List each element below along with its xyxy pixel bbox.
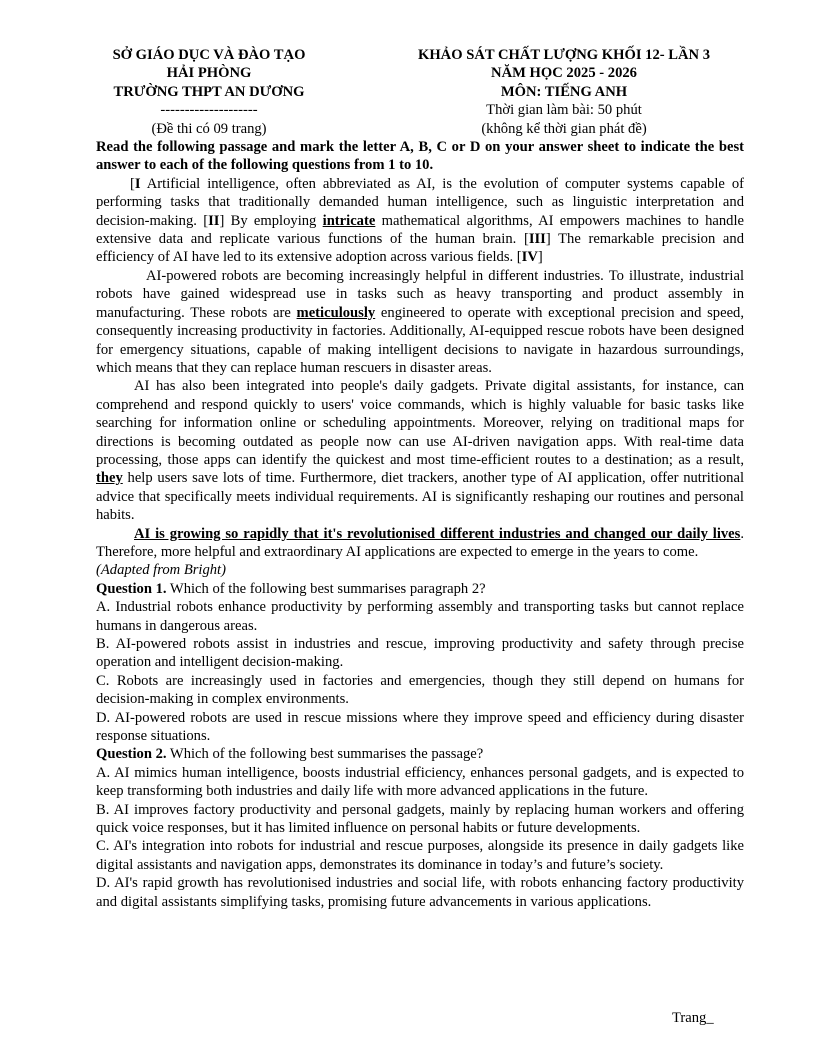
exam-title: KHẢO SÁT CHẤT LƯỢNG KHỐI 12- LẦN 3 xyxy=(417,47,711,63)
page-count-note: (Đề thi có 09 trang) xyxy=(151,120,267,137)
marker-iii: III xyxy=(528,231,546,248)
header-divider: -------------------- xyxy=(160,102,258,119)
p1-text-4: ] The remarkable precision and efficiency of AI have led to its extensive adoption across various fields. [ xyxy=(96,231,744,266)
q1-option-a[interactable]: A. Industrial robots enhance productivity by performing assembly and transporting tasks but cannot replace humans in dangerous areas. xyxy=(96,599,744,634)
p2-text-2: engineered to operate with exceptional precision and speed, consequently increasing productivity in factories. Additionally, AI-equipped rescue robots have been designed for emergency situations, capable of making intelligent decisions to navigate in hazardous surroundings, which means that they can replace human rescuers in disaster areas. xyxy=(96,304,744,376)
p3-text-1: AI has also been integrated into people's daily gadgets. Private digital assistants, for instance, can comprehend and respond quickly to users' voice commands, which is highly valuable for basic tasks like searching for information online or scheduling appointments. Moreover, relying on traditional maps for directions is becoming outdated as people now can use AI-driven navigation apps. With real-time data processing, those apps can identify the quickest and most time-efficient routes to a destination; as a result, xyxy=(96,378,744,468)
marker-iv: IV xyxy=(521,249,538,266)
question-2 xyxy=(96,745,744,763)
paragraph-1: [I Artificial intelligence, often abbreviated as AI, is the evolution of computer systems capable of performing tasks that traditionally demanded human intelligence, such as linguistic interpretation and decision-making. [II] By employing intricate mathematical algorithms, AI empowers machines to handle extensive data and replicate various functions of the human brain. [III] The remarkable precision and efficiency of AI have led to its extensive adoption across various fields. [IV] xyxy=(96,175,744,266)
question-1-stem: Which of the following best summarises paragraph 2? xyxy=(166,580,486,597)
q2-option-a[interactable]: A. AI mimics human intelligence, boosts industrial efficiency, enhances personal gadgets, and is expected to keep transforming both industries and daily life with more advanced applications in the future. xyxy=(96,764,744,800)
school-name: TRƯỜNG THPT AN DƯƠNG xyxy=(113,83,305,100)
p3-text-2: help users save lots of time. Furthermore, diet trackers, another type of AI application, offer nutritional advice that specifically meets individual requirements. AI is significantly reshaping our routines and personal habits. xyxy=(96,470,744,524)
exam-page xyxy=(96,46,744,911)
highlight-they: they xyxy=(96,470,123,487)
p1-text-2: ] By employing xyxy=(219,212,323,229)
marker-i: I xyxy=(134,175,141,192)
time-note: (không kể thời gian phát đề) xyxy=(481,120,647,137)
highlight-intricate: intricate xyxy=(322,212,376,229)
q1-option-b[interactable]: B. AI-powered robots assist in industries and rescue, improving productivity and safety through precise operation and intelligent decision-making. xyxy=(96,636,744,671)
paragraph-4 xyxy=(96,525,744,562)
q1-option-c[interactable]: C. Robots are increasingly used in factories and emergencies, though they still depend on humans for decision-making in complex environments. xyxy=(96,672,744,708)
q2-option-b[interactable]: B. AI improves factory productivity and personal gadgets, mainly by replacing human workers and offering quick voice responses, but it has limited influence on personal habits or future developments. xyxy=(96,801,744,837)
p1-text-3: mathematical algorithms, AI empowers machines to handle extensive data and replicate various functions of the human brain. [ xyxy=(96,212,744,248)
paragraph-3 xyxy=(96,377,744,524)
marker-ii: II xyxy=(208,212,220,229)
p1-text-5: ] xyxy=(537,249,543,266)
source-note: (Adapted from Bright) xyxy=(96,562,226,579)
department-name: SỞ GIÁO DỤC VÀ ĐÀO TẠO xyxy=(112,47,306,63)
question-2-label: Question 2. xyxy=(96,746,167,763)
header-right xyxy=(414,46,714,138)
time-allowed: Thời gian làm bài: 50 phút xyxy=(486,102,642,119)
highlight-meticulously: meticulously xyxy=(296,304,376,321)
instruction: Read the following passage and mark the letter A, B, C or D on your answer sheet to indicate the best answer to each of the following questions from 1 to 10. xyxy=(96,139,744,174)
subject: MÔN: TIẾNG ANH xyxy=(500,83,628,100)
p4-text-1: . Therefore, more helpful and extraordinary AI applications are expected to emerge in the years to come. xyxy=(96,525,744,560)
q2-option-d[interactable]: D. AI's rapid growth has revolutionised industries and social life, with robots enhancing factory productivity and digital assistants simplifying tasks, promising future advancements in various applications. xyxy=(96,875,744,910)
city-name: HẢI PHÒNG xyxy=(166,65,252,82)
q2-option-c[interactable]: C. AI's integration into robots for industrial and rescue purposes, alongside its presence in daily gadgets like digital assistants and navigation apps, demonstrates its dominance in today’s and future’s society. xyxy=(96,838,744,873)
p1-text-1: Artificial intelligence, often abbreviated as AI, is the evolution of computer systems capable of performing tasks that traditionally demanded human intelligence, such as linguistic interpretation and decision-making. [ xyxy=(96,175,744,229)
p2-text-1: AI-powered robots are becoming increasingly helpful in different industries. To illustrate, industrial robots have gained widespread use in tasks such as heavy transporting and product assembly in manufacturing. These robots are xyxy=(96,267,744,321)
question-1-label: Question 1. xyxy=(96,580,167,597)
school-year: NĂM HỌC 2025 - 2026 xyxy=(491,65,637,82)
question-2-stem: Which of the following best summarises the passage? xyxy=(166,746,484,763)
page-footer: Trang_ xyxy=(672,1010,714,1026)
highlight-sentence: AI is growing so rapidly that it's revolutionised different industries and changed our daily lives xyxy=(134,525,741,542)
question-1 xyxy=(96,580,744,598)
header-left xyxy=(94,46,324,138)
exam-header xyxy=(96,46,744,138)
paragraph-2 xyxy=(96,267,744,377)
q1-option-d[interactable]: D. AI-powered robots are used in rescue missions where they improve speed and efficiency during disaster response situations. xyxy=(96,709,744,745)
